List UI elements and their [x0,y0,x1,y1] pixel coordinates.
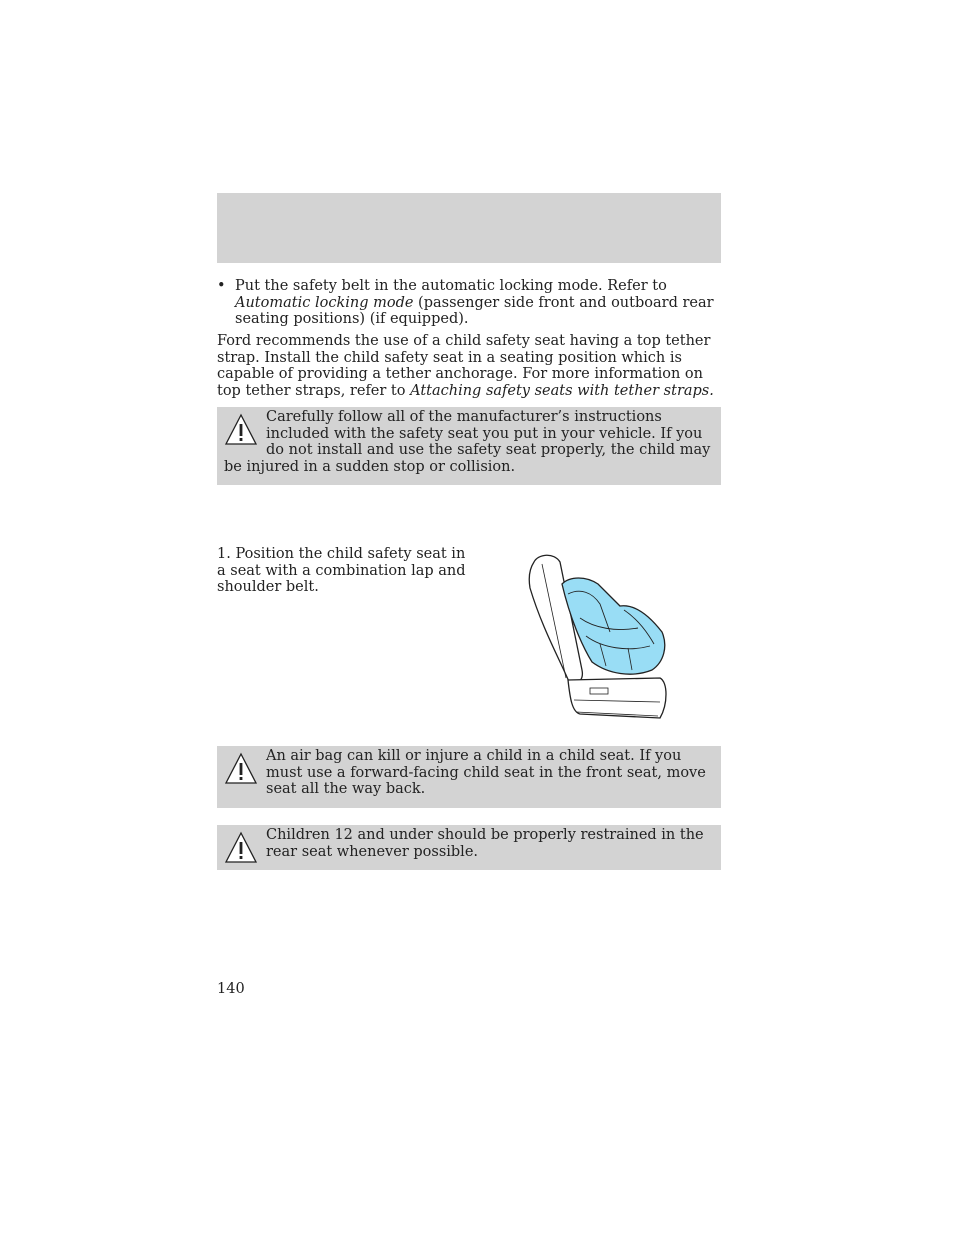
tether-paragraph: Ford recommends the use of a child safety seat having a top tether strap. Install the child safety seat in a seating position which is capable of providing a tether anchorage. For more information on top tether straps, refer to Attaching safety seats with tether straps. [217,333,714,399]
warning-box-airbag [217,746,721,808]
warning-box-instructions [217,407,721,485]
warning-triangle-icon [224,831,258,865]
bullet-text: Put the safety belt in the automatic locking mode. Refer to Automatic locking mode (passenger side front and outboard rear seating positions) (if equipped). [235,278,714,328]
warning-text: Carefully follow all of the manufacturer’s instructions included with the safety seat you put in your vehicle. If you do not install and use the safety seat properly, the child may be injured in a sudden stop or collision. [224,409,711,475]
warning-text: An air bag can kill or injure a child in a child seat. If you must use a forward-facing child seat in the front seat, move seat all the way back. [266,748,706,798]
warning-text: Children 12 and under should be properly restrained in the rear seat whenever possible. [266,827,704,860]
child-safety-seat-illustration [520,548,680,728]
page-number: 140 [217,981,245,997]
warning-box-rear-seat [217,825,721,870]
warning-triangle-icon [224,413,258,447]
section-header-band [217,193,721,263]
crossref-tether-straps: Attaching safety seats with tether straps. [410,382,714,399]
bullet-item [217,278,723,328]
warning-triangle-icon [224,752,258,786]
step-1-text: 1. Position the child safety seat in a seat with a combination lap and shoulder belt. [217,546,466,596]
bullet-dot: • [217,278,226,294]
crossref-automatic-locking: Automatic locking mode [235,294,414,311]
